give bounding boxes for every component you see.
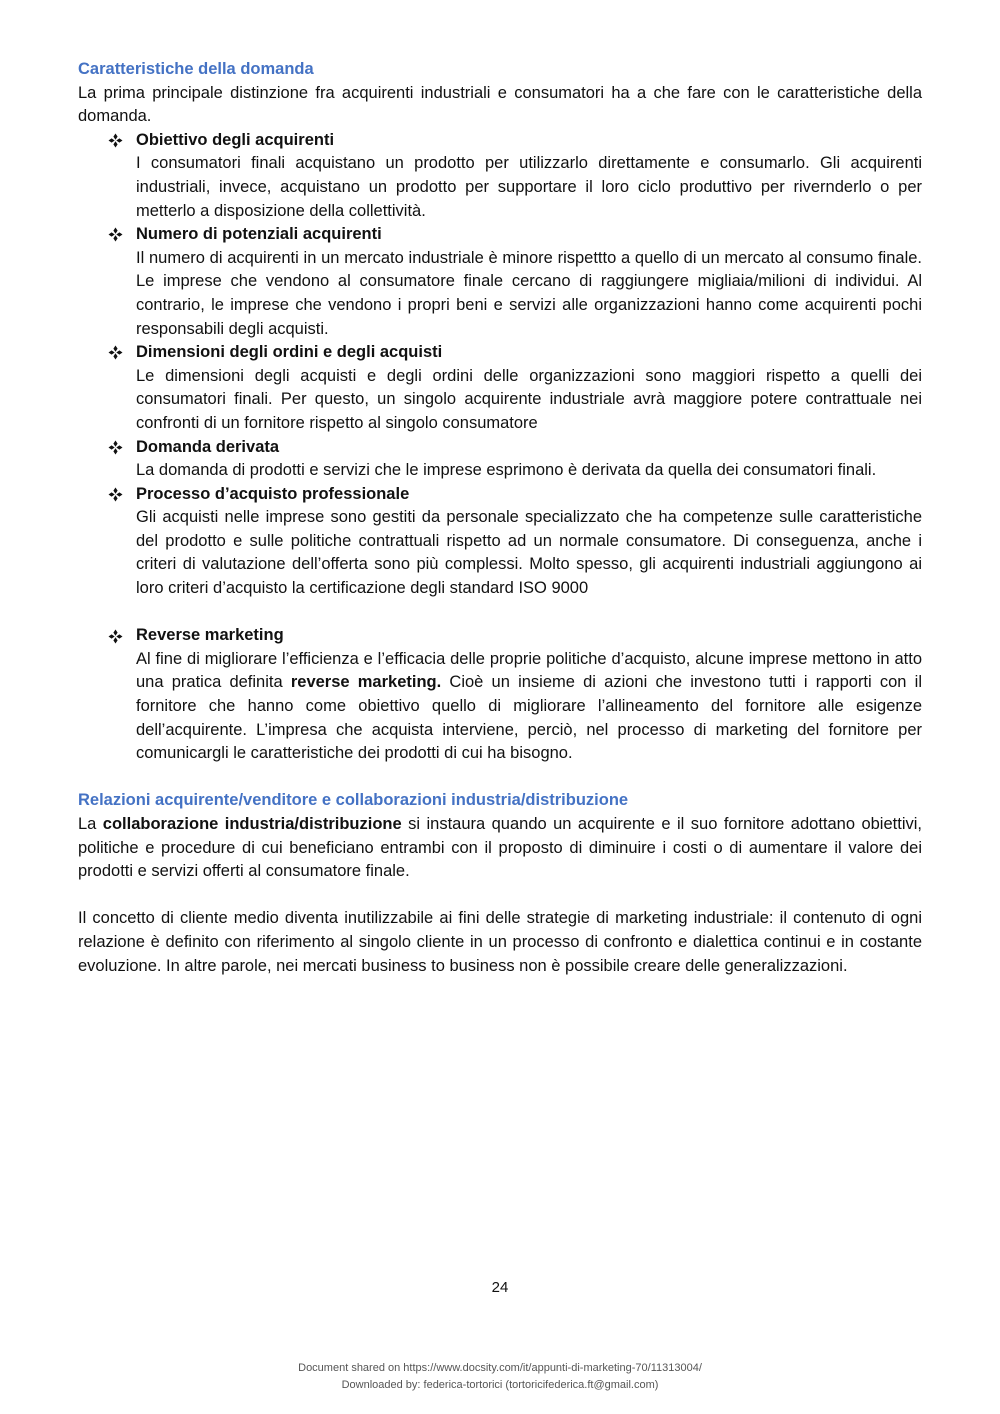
bullet-body: Le dimensioni degli acquisti e degli ordini delle organizzazioni sono maggiori rispetto a quelli dei consumatori finali. Per questo, un singolo acquirente industriale avrà maggiore potere contrattuale nei confronti di un fornitore rispetto al singolo consumatore: [136, 366, 922, 432]
paragraph-text: si instaura quando un acquirente e il suo fornitore adottano obiettivi, politiche e procedure di cui beneficiano entrambi con il proposto di diminuire i costi o di aumentare il valore dei prodotti e servizi offerti al consumatore finale.: [78, 815, 922, 881]
list-item: [78, 129, 922, 223]
paragraph-gap: [78, 884, 922, 908]
bold-term: collaborazione industria/distribuzione: [102, 815, 402, 833]
document-page: [78, 58, 922, 978]
download-footer: [0, 1360, 1000, 1394]
bullet-body: [136, 648, 922, 766]
bullet-body-bold-term: reverse marketing.: [290, 673, 442, 692]
bullet-body: Gli acquisti nelle imprese sono gestiti da personale specializzato che ha competenze sulle caratteristiche del prodotto e sulle politiche contrattuali rispetto ad un normale consumatore. Di conseguenza, anche i criteri di valutazione dell’offerta sono più complessi. Molto spesso, gli acquirenti industriali aggiungono ai loro criteri d’acquisto la certificazione degli standard ISO 9000: [136, 508, 922, 598]
diamond-bullet-icon: [106, 436, 124, 460]
bullet-title: Domanda derivata: [136, 437, 280, 456]
intro-paragraph: La prima principale distinzione fra acquirenti industriali e consumatori ha a che fare con le caratteristiche della domanda.: [78, 83, 922, 126]
bullet-body: La domanda di prodotti e servizi che le imprese esprimono è derivata da quella dei consumatori finali.: [136, 461, 877, 480]
bullet-body-text: Cioè un insieme di azioni che investono tutti i rapporti con il fornitore che hanno come obiettivo quello di migliorare l’allineamento del fornitore alle esigenze dell’acquirente. L’impresa che acquista interviene, perciò, nel processo di marketing del fornitore per comunicargli le caratteristiche dei prodotti di cui ha bisogno.: [136, 673, 923, 763]
diamond-bullet-icon: [106, 341, 124, 365]
diamond-bullet-icon: [106, 483, 124, 507]
demand-characteristics-list: [78, 129, 922, 766]
list-item: [78, 436, 922, 483]
bullet-title: Dimensioni degli ordini e degli acquisti: [136, 343, 443, 362]
list-item: [78, 223, 922, 341]
list-item: [78, 483, 922, 601]
bullet-body: I consumatori finali acquistano un prodotto per utilizzarlo direttamente e consumarlo. Gli acquirenti industriali, invece, acquistano un prodotto per supportare il loro ciclo produttivo per rivernderlo o per metterlo a disposizione della collettività.: [136, 154, 922, 220]
diamond-bullet-icon: [106, 624, 124, 648]
section-heading-relations: Relazioni acquirente/venditore e collaborazioni industria/distribuzione: [78, 791, 629, 810]
bullet-title: Obiettivo degli acquirenti: [136, 130, 335, 149]
page-number: 24: [491, 1279, 509, 1296]
section-heading-demand: Caratteristiche della domanda: [78, 60, 314, 78]
footer-downloaded-line: Downloaded by: federica-tortorici (tortoricifederica.ft@gmail.com): [341, 1379, 659, 1391]
section-relations: [78, 789, 922, 978]
bullet-title: Numero di potenziali acquirenti: [136, 225, 382, 244]
bullet-title: Processo d’acquisto professionale: [136, 484, 410, 503]
diamond-bullet-icon: [106, 223, 124, 247]
paragraph-text: La: [78, 815, 103, 833]
diamond-bullet-icon: [106, 129, 124, 153]
bullet-body-text: Al fine di migliorare l’efficienza e l’efficacia delle proprie politiche d’acquisto, alcune imprese mettono in atto una pratica definita: [136, 649, 922, 692]
list-item: [78, 341, 922, 435]
list-item: [78, 624, 922, 766]
collaboration-paragraph: [78, 813, 922, 884]
bullet-title: Reverse marketing: [136, 626, 284, 645]
footer-shared-line: Document shared on https://www.docsity.com/it/appunti-di-marketing-70/11313004/: [298, 1362, 702, 1374]
average-client-paragraph: Il concetto di cliente medio diventa inutilizzabile ai fini delle strategie di marketing industriale: il contenuto di ogni relazione è definito con riferimento al singolo cliente in un processo di confronto e dialettica continui e in costante evoluzione. In altre parole, nei mercati business to business non è possibile creare delle generalizzazioni.: [78, 909, 922, 975]
bullet-body: Il numero di acquirenti in un mercato industriale è minore rispettto a quello di un mercato al consumo finale. Le imprese che vendono al consumatore finale cercano di raggiungere migliaia/milioni di individui. Al contrario, le imprese che vendono i propri beni e servizi alle organizzazioni hanno come acquirenti pochi responsabili degli acquisti.: [136, 248, 922, 338]
